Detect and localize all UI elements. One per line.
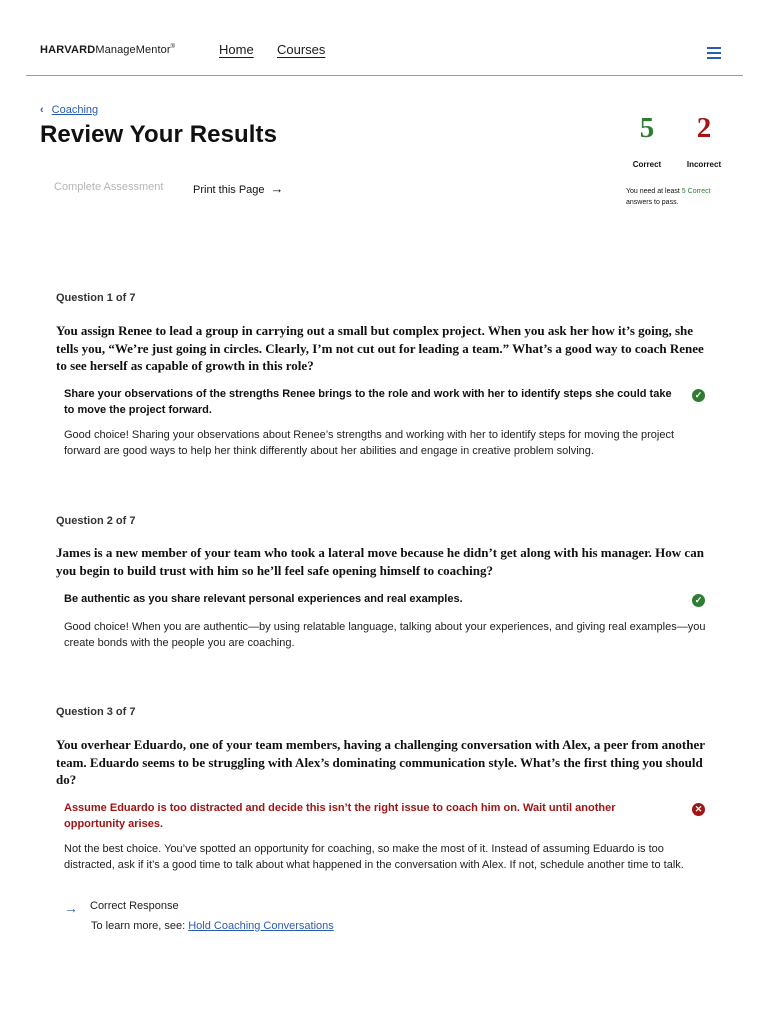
incorrect-x-icon: ✕ — [692, 803, 705, 816]
print-page-link[interactable] — [193, 181, 284, 196]
harvard-managementor-logo[interactable]: HARVARDManageMentor® — [40, 44, 176, 56]
question-text: You overhear Eduardo, one of your team members, having a challenging conversation with Alex, a peer from another team. Eduardo seems to be struggling with Alex’s dominating communication style. What’s the first thing you should do? — [56, 737, 705, 787]
correct-count: 5 — [639, 112, 655, 144]
incorrect-count: 2 — [696, 112, 712, 144]
incorrect-label: Incorrect — [686, 160, 722, 169]
question-text: You assign Renee to lead a group in carrying out a small but complex project. When you ask her how it’s going, she tells you, “We’re just going in circles. Clearly, I’m not cut out for leading a team.” What’s a good way to coach Renee to see herself as capable of growth in this role? — [56, 323, 704, 373]
correct-label: Correct — [632, 160, 662, 169]
arrow-right-icon: → — [270, 181, 284, 196]
hold-coaching-conversations-link[interactable]: Hold Coaching Conversations — [188, 920, 334, 932]
nav-home-link[interactable]: Home — [219, 42, 254, 57]
print-label: Print this Page — [193, 184, 265, 196]
question-number: Question 2 of 7 — [56, 515, 136, 527]
answer-feedback: Good choice! When you are authentic—by using relatable language, talking about your experiences, and giving real examples—you create bonds with the people you are coaching. — [64, 621, 706, 649]
learn-more-text: To learn more, see: Hold Coaching Conversations — [91, 920, 334, 932]
chevron-left-icon: ‹ — [40, 104, 44, 116]
arrow-right-icon: → — [64, 900, 78, 916]
nav-courses-link[interactable]: Courses — [277, 42, 326, 57]
breadcrumb-label: Coaching — [51, 104, 99, 116]
breadcrumb-back-link[interactable] — [40, 104, 98, 116]
selected-answer: Be authentic as you share relevant personal experiences and real examples. — [64, 593, 463, 605]
question-text: James is a new member of your team who took a lateral move because he didn’t get along with his manager. How can you begin to build trust with him so he’ll feel safe opening himself to coaching? — [56, 545, 704, 578]
answer-feedback: Not the best choice. You’ve spotted an opportunity for coaching, so make the most of it. Instead of assuming Eduardo is too distracted, ask if it’s a good time to talk about what happened in the conversation with Alex. If not, schedule another time to talk. — [64, 843, 684, 871]
correct-response-label: Correct Response — [90, 900, 179, 912]
site-header — [26, 0, 743, 76]
selected-answer: Share your observations of the strengths Renee brings to the role and work with her to identify steps she could take to move the project forward. — [64, 388, 672, 416]
pass-requirement-note: You need at least 5 Correct answers to pass. — [626, 188, 711, 206]
answer-feedback: Good choice! Sharing your observations about Renee’s strengths and working with her to identify steps for moving the project forward are good ways to help her think differently about her abilities and engage in creative problem solving. — [64, 429, 675, 457]
question-number: Question 1 of 7 — [56, 292, 136, 304]
selected-answer: Assume Eduardo is too distracted and decide this isn’t the right issue to coach him on. Wait until another opportunity arises. — [64, 802, 616, 830]
question-number: Question 3 of 7 — [56, 706, 136, 718]
hamburger-icon[interactable] — [707, 47, 721, 59]
complete-assessment-button[interactable]: Complete Assessment — [54, 181, 164, 193]
correct-check-icon: ✓ — [692, 594, 705, 607]
correct-check-icon: ✓ — [692, 389, 705, 402]
page-title: Review Your Results — [40, 121, 278, 148]
